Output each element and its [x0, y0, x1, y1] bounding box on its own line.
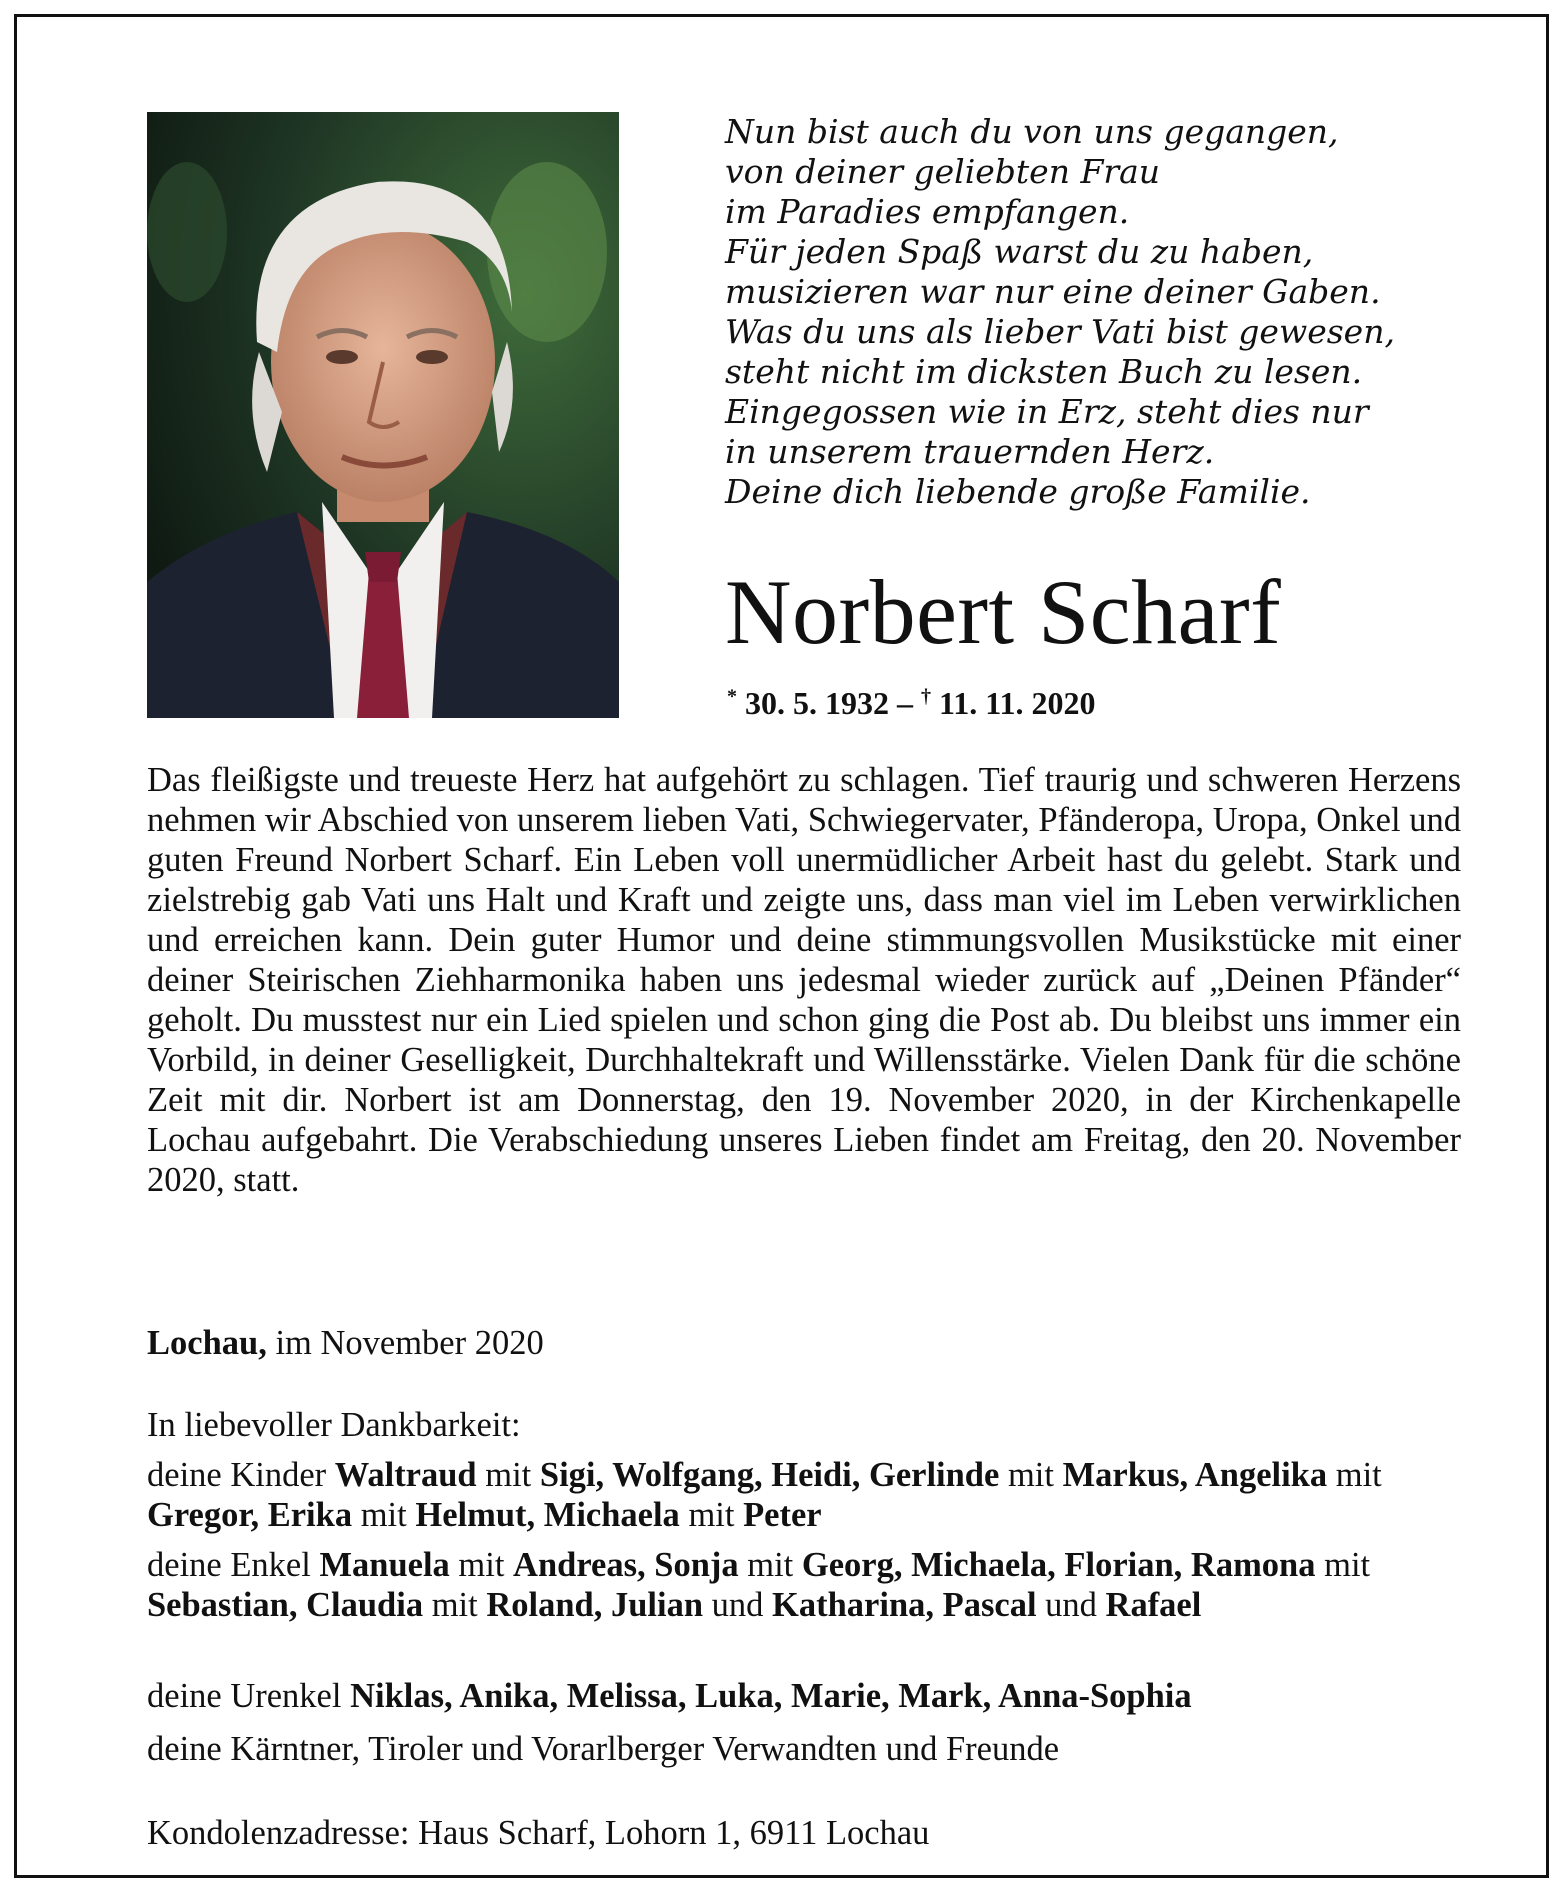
family-names: Helmut, Michaela: [415, 1496, 680, 1534]
poem-line: im Paradies empfangen.: [725, 192, 1130, 231]
family-names: Markus, Angelika: [1062, 1456, 1328, 1494]
grandchildren-list: [147, 1545, 1477, 1625]
date-separator: –: [889, 685, 921, 721]
poem-line: Für jeden Spaß warst du zu haben,: [725, 232, 1314, 271]
family-names: Georg, Michaela, Florian, Ramona: [801, 1546, 1316, 1584]
family-names: Niklas, Anika, Melissa, Luka, Marie, Mark, Anna-Sophia: [350, 1677, 1192, 1715]
poem-line: von deiner geliebten Frau: [725, 152, 1161, 191]
obituary-card: [14, 14, 1549, 1878]
family-connector: und: [1036, 1586, 1106, 1624]
place-date-line: [147, 1323, 544, 1363]
family-names: Gregor, Erika: [147, 1496, 353, 1534]
family-names: Roland, Julian: [486, 1586, 704, 1624]
relatives-line: deine Kärntner, Tiroler und Vorarlberger Verwandten und Freunde: [147, 1730, 1060, 1768]
portrait-photo: [147, 112, 619, 718]
birth-star-icon: *: [727, 685, 737, 708]
poem-line: steht nicht im dicksten Buch zu lesen.: [725, 352, 1363, 391]
family-connector: mit: [679, 1496, 744, 1534]
family-names: Sigi, Wolfgang, Heidi, Gerlinde: [539, 1456, 1000, 1494]
family-names: Andreas, Sonja: [513, 1546, 739, 1584]
family-connector: mit: [476, 1456, 540, 1494]
family-connector: deine Kinder: [147, 1456, 335, 1494]
obituary-text: Das fleißigste und treueste Herz hat aufgehört zu schlagen. Tief traurig und schweren Herzens nehmen wir Abschied von unserem lieben Vati, Schwiegervater, Pfänderopa, Uropa, Onkel und guten Freund Norbert Scharf. Ein Leben voll unermüdlicher Arbeit hast du gelebt. Stark und zielstrebig gab Vati uns Halt und Kraft und zeigte uns, dass man viel im Leben verwirklichen und erreichen kann. Dein guter Humor und deine stimmungsvollen Musikstücke mit einer deiner Steirischen Ziehharmonika haben uns jedesmal wieder zurück auf „Deinen Pfänder“ geholt. Du musstest nur ein Lied spielen und schon ging die Post ab. Du bleibst uns immer ein Vorbild, in deiner Geselligkeit, Durchhaltekraft und Willensstärke. Vielen Dank für die schöne Zeit mit dir. Norbert ist am Donnerstag, den 19. November 2020, in der Kirchenkapelle Lochau aufgebahrt. Die Verabschiedung unseres Lieben findet am Freitag, den 20. November 2020, statt.: [147, 761, 1461, 1199]
family-names: Peter: [743, 1496, 822, 1534]
deceased-name: Norbert Scharf: [725, 561, 1282, 663]
family-connector: mit: [738, 1546, 802, 1584]
family-names: Manuela: [319, 1546, 450, 1584]
family-connector: mit: [352, 1496, 416, 1534]
poem-line: Was du uns als lieber Vati bist gewesen,: [725, 312, 1395, 351]
family-names: Rafael: [1105, 1586, 1202, 1624]
gratitude-heading: In liebevoller Dankbarkeit:: [147, 1406, 521, 1444]
family-names: Sebastian, Claudia: [147, 1586, 424, 1624]
family-connector: deine Urenkel: [147, 1677, 351, 1715]
place-date: im November 2020: [266, 1324, 544, 1362]
family-connector: mit: [1315, 1546, 1371, 1584]
family-connector: und: [703, 1586, 773, 1624]
life-dates: [727, 685, 1095, 722]
poem-line: musizieren war nur eine deiner Gaben.: [725, 272, 1381, 311]
birth-date: 30. 5. 1932: [745, 685, 889, 721]
family-connector: deine Enkel: [147, 1546, 320, 1584]
family-connector: mit: [423, 1586, 487, 1624]
poem-line: in unserem trauernden Herz.: [725, 432, 1215, 471]
family-connector: mit: [999, 1456, 1063, 1494]
death-date: 11. 11. 2020: [939, 685, 1096, 721]
family-connector: mit: [449, 1546, 514, 1584]
death-cross-icon: †: [921, 685, 931, 708]
poem-line: Eingegossen wie in Erz, steht dies nur: [725, 392, 1369, 431]
family-names: Waltraud: [334, 1456, 477, 1494]
family-names: Katharina, Pascal: [772, 1586, 1037, 1624]
family-connector: mit: [1327, 1456, 1382, 1494]
condolence-address: Kondolenzadresse: Haus Scharf, Lohorn 1, 6911 Lochau: [147, 1814, 930, 1852]
portrait-icon: [147, 112, 619, 718]
poem-line: Nun bist auch du von uns gegangen,: [725, 112, 1339, 151]
poem-line: Deine dich liebende große Familie.: [725, 472, 1311, 511]
place-town: Lochau,: [147, 1324, 267, 1362]
great-grandchildren-list: [147, 1676, 1477, 1716]
memorial-poem: [725, 112, 1525, 512]
children-list: [147, 1455, 1477, 1535]
